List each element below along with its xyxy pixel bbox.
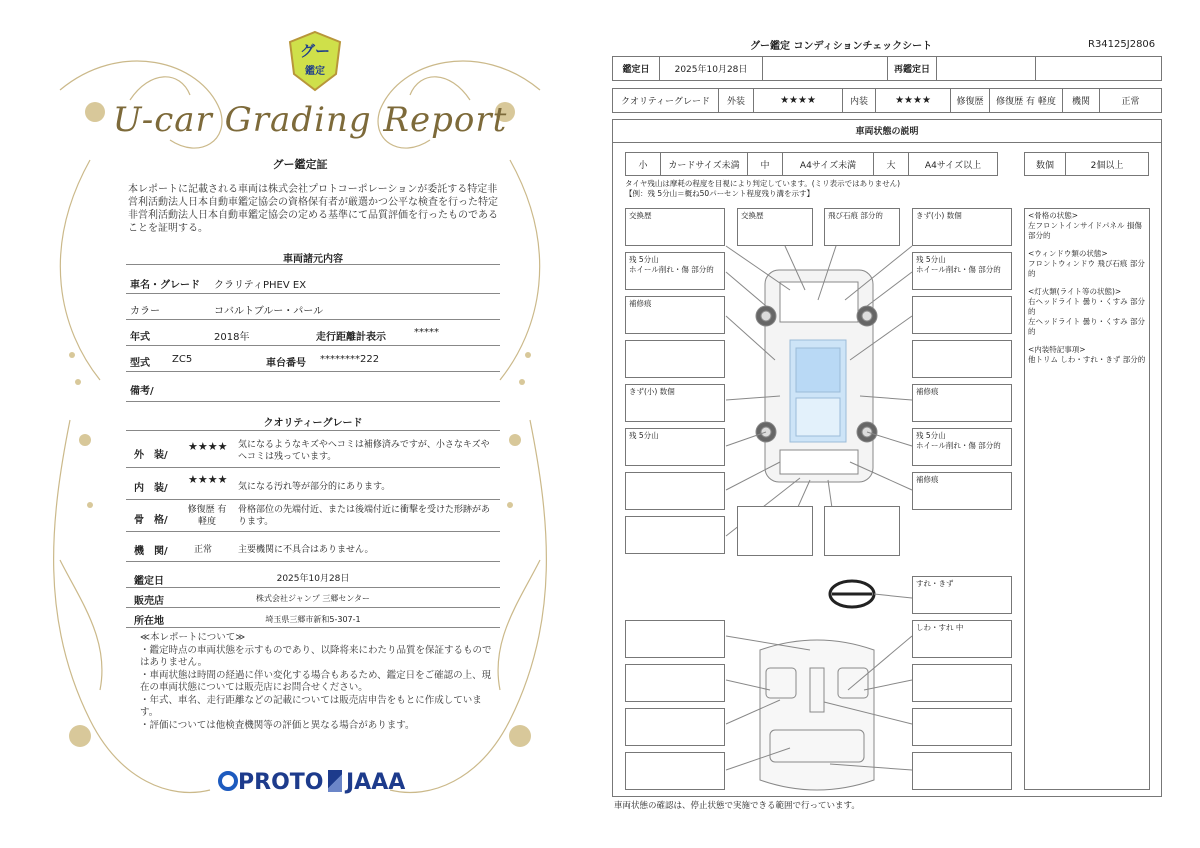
- condition-header: 車両状態の説明: [612, 119, 1162, 143]
- jaaa-logo-icon: [328, 770, 342, 792]
- size-large-label: 大: [873, 152, 909, 176]
- spec-row-color: [126, 296, 500, 320]
- interior-panel: しわ・すれ 中: [912, 620, 1012, 658]
- certificate-intro: 本レポートに記載される車両は株式会社プロトコーポレーションが委託する特定非営利活動法人日本自動車鑑定協会の資格保有者が厳選かつ公平な検査を行った特定非営利活動法人日本自動車鑑定協会の定める基準にて品質評価を行ったものであることを証明する。: [128, 184, 498, 234]
- sheet-title: グー鑑定 コンディションチェックシート: [750, 41, 933, 52]
- divider: [126, 264, 500, 265]
- proto-logo-text: PROTO: [238, 770, 324, 795]
- damage-panel: 交換歴: [625, 208, 725, 246]
- damage-panel: 交換歴: [737, 208, 813, 246]
- steering-panel: すれ・きず: [912, 576, 1012, 614]
- damage-panel: [912, 340, 1012, 378]
- spec-row-name: [126, 270, 500, 294]
- damage-panel: [625, 516, 725, 554]
- sheet-id: R34125J2806: [1088, 39, 1156, 50]
- count-desc: 2個以上: [1065, 152, 1149, 176]
- grade-stars: ★★★★: [188, 473, 228, 486]
- tire-example: 【例：残 5分山＝概ね50パーセント程度残り溝を示す】: [625, 189, 815, 198]
- grade-stars: ★★★★: [188, 440, 228, 453]
- size-small-label: 小: [625, 152, 661, 176]
- damage-panel: 残 5分山 ホイール削れ・傷 部分的: [912, 252, 1012, 290]
- seal-text-top: グー: [299, 42, 330, 60]
- damage-panel: 残 5分山 ホイール削れ・傷 部分的: [625, 252, 725, 290]
- engine-value: 正常: [1099, 88, 1162, 113]
- damage-panel: きず(小) 数個: [912, 208, 1012, 246]
- appraisal-date-label: 鑑定日: [612, 56, 660, 81]
- interior-panel: [625, 752, 725, 790]
- note-line: <ウィンドウ類の状態>: [1028, 249, 1108, 258]
- chassis-label: 車台番号: [266, 358, 306, 369]
- grade-desc: 主要機関に不具合はありません。: [238, 545, 374, 555]
- damage-panel: 残 5分山 ホイール削れ・傷 部分的: [912, 428, 1012, 466]
- odometer-label: 走行距離計表示: [316, 332, 386, 343]
- grade-label: 骨 格/: [134, 515, 168, 526]
- info-row-shop: [126, 588, 500, 608]
- model-value: ZC5: [172, 354, 193, 365]
- interior-panel: [912, 708, 1012, 746]
- note-line: 右ヘッドライト 曇り・くすみ 部分的: [1028, 297, 1146, 316]
- jaaa-logo-text: JAAA: [346, 770, 406, 795]
- interior-panel: [912, 752, 1012, 790]
- damage-panel: 残 5分山: [625, 428, 725, 466]
- damage-panel: 補修痕: [912, 472, 1012, 510]
- date-value: 2025年10月28日: [276, 574, 350, 584]
- note-line: <灯火類(ライト等の状態)>: [1028, 287, 1122, 296]
- grade-row-interior: [126, 470, 500, 500]
- sheet-footer: 車両状態の確認は、停止状態で実施できる範囲で行っています。: [614, 801, 860, 811]
- info-row-date: [126, 566, 500, 588]
- size-mid-desc: A4サイズ未満: [782, 152, 874, 176]
- quality-grade-label: クオリティーグレード: [612, 88, 719, 113]
- name-value: クラリティPHEV EX: [214, 280, 307, 291]
- year-label: 年式: [130, 332, 150, 343]
- grade-row-frame: [126, 502, 500, 532]
- name-label: 車名・グレード: [130, 280, 200, 291]
- note-line: <内装特記事項>: [1028, 345, 1086, 354]
- grade-desc: 気になるようなキズやヘコミは補修済みですが、小さなキズやヘコミは残っています。: [238, 440, 490, 462]
- interior-value: ★★★★: [875, 88, 951, 113]
- note-item: ・車両状態は時間の経過に伴い変化する場合もあるため、鑑定日をご確認の上、現在の車両状態については販売店にお問合せください。: [140, 669, 492, 693]
- grade-desc: 骨格部位の先端付近、または後端付近に衝撃を受けた形跡があります。: [238, 505, 491, 527]
- divider: [126, 430, 500, 431]
- grade-value: 正常: [194, 545, 213, 555]
- damage-panel: きず(小) 数個: [625, 384, 725, 422]
- note-line: 左ヘッドライト 曇り・くすみ 部分的: [1028, 317, 1146, 336]
- repair-history-value: 修復歴 有 軽度: [989, 88, 1063, 113]
- appraisal-date-value: 2025年10月28日: [659, 56, 763, 81]
- interior-label: 内装: [842, 88, 876, 113]
- special-notes: [1024, 208, 1150, 790]
- damage-panel: 飛び石痕 部分的: [824, 208, 900, 246]
- size-mid-label: 中: [747, 152, 783, 176]
- note-line: 左フロントインサイドパネル 損傷 部分的: [1028, 221, 1142, 240]
- note-spacer: [1028, 279, 1146, 287]
- damage-panel: [737, 506, 813, 556]
- certificate-title: グー鑑定証: [272, 158, 328, 171]
- grade-label: 内 装/: [134, 483, 168, 494]
- damage-panel: [625, 472, 725, 510]
- address-value: 埼玉県三郷市新和5-307-1: [265, 615, 361, 624]
- size-large-desc: A4サイズ以上: [908, 152, 998, 176]
- damage-panel: [625, 340, 725, 378]
- grade-desc: 気になる汚れ等が部分的にあります。: [238, 482, 391, 492]
- quality-header: クオリティーグレード: [263, 418, 363, 429]
- interior-panel: [912, 664, 1012, 702]
- seal-text-bottom: 鑑定: [305, 66, 325, 77]
- grade-label: 機 関/: [134, 546, 168, 557]
- shop-value: 株式会社ジャンプ 三郷センター: [255, 594, 371, 603]
- spec-row-model: [126, 348, 500, 372]
- count-label: 数個: [1024, 152, 1066, 176]
- damage-panel: 補修痕: [912, 384, 1012, 422]
- condition-check-sheet: [600, 0, 1200, 848]
- repair-history-label: 修復歴: [950, 88, 990, 113]
- proto-logo: [218, 770, 323, 795]
- date-label: 鑑定日: [134, 576, 164, 587]
- year-value: 2018年: [214, 332, 250, 343]
- chassis-value: ********222: [320, 354, 380, 365]
- spec-header: 車両諸元内容: [283, 254, 343, 265]
- model-label: 型式: [130, 358, 150, 369]
- grade-value: 修復歴 有 軽度: [187, 505, 227, 527]
- grade-row-engine: [126, 534, 500, 562]
- shop-label: 販売店: [134, 596, 164, 607]
- report-title: U-car Grading Report: [112, 100, 508, 140]
- interior-panel: [625, 620, 725, 658]
- note-item: ・評価については他検査機関等の評価と異なる場合があります。: [140, 719, 415, 731]
- spec-row-year: [126, 322, 500, 346]
- report-notes: [140, 632, 500, 732]
- damage-panel: 補修痕: [625, 296, 725, 334]
- jaaa-logo: [328, 770, 405, 795]
- note-spacer: [1028, 241, 1146, 249]
- note-item: ・年式、車名、走行距離などの記載については販売店申告をもとに作成しています。: [140, 694, 482, 718]
- note-line: <骨格の状態>: [1028, 211, 1079, 220]
- grade-row-exterior: [126, 434, 500, 468]
- exterior-label: 外装: [718, 88, 754, 113]
- note-spacer: [1028, 337, 1146, 345]
- grade-label: 外 装/: [134, 450, 168, 461]
- size-small-desc: カードサイズ未満: [660, 152, 748, 176]
- color-label: カラー: [130, 306, 160, 317]
- tire-note: タイヤ残山は摩耗の程度を目視により判定しています。(ミリ表示ではありません): [625, 179, 901, 188]
- spec-row-remarks: [126, 374, 500, 402]
- interior-panel: [625, 664, 725, 702]
- info-row-address: [126, 608, 500, 628]
- damage-panel: [824, 506, 900, 556]
- note-line: 他トリム しわ・すれ・きず 部分的: [1028, 355, 1146, 364]
- note-line: フロントウィンドウ 飛び石痕 部分的: [1028, 259, 1145, 278]
- damage-panel: [912, 296, 1012, 334]
- proto-logo-icon: [218, 771, 238, 791]
- address-label: 所在地: [134, 616, 164, 627]
- interior-panel: [625, 708, 725, 746]
- reappraisal-date-label: 再鑑定日: [887, 56, 937, 81]
- notes-title: ≪本レポートについて≫: [140, 632, 246, 643]
- engine-label: 機関: [1062, 88, 1100, 113]
- goo-seal-logo: [288, 30, 342, 92]
- note-item: ・鑑定時点の車両状態を示すものであり、以降将来にわたり品質を保証するものではありません。: [140, 644, 492, 668]
- color-value: コバルトブルー・パール: [214, 306, 324, 317]
- odometer-value: *****: [414, 327, 439, 338]
- exterior-value: ★★★★: [753, 88, 843, 113]
- remarks-label: 備考/: [130, 386, 154, 397]
